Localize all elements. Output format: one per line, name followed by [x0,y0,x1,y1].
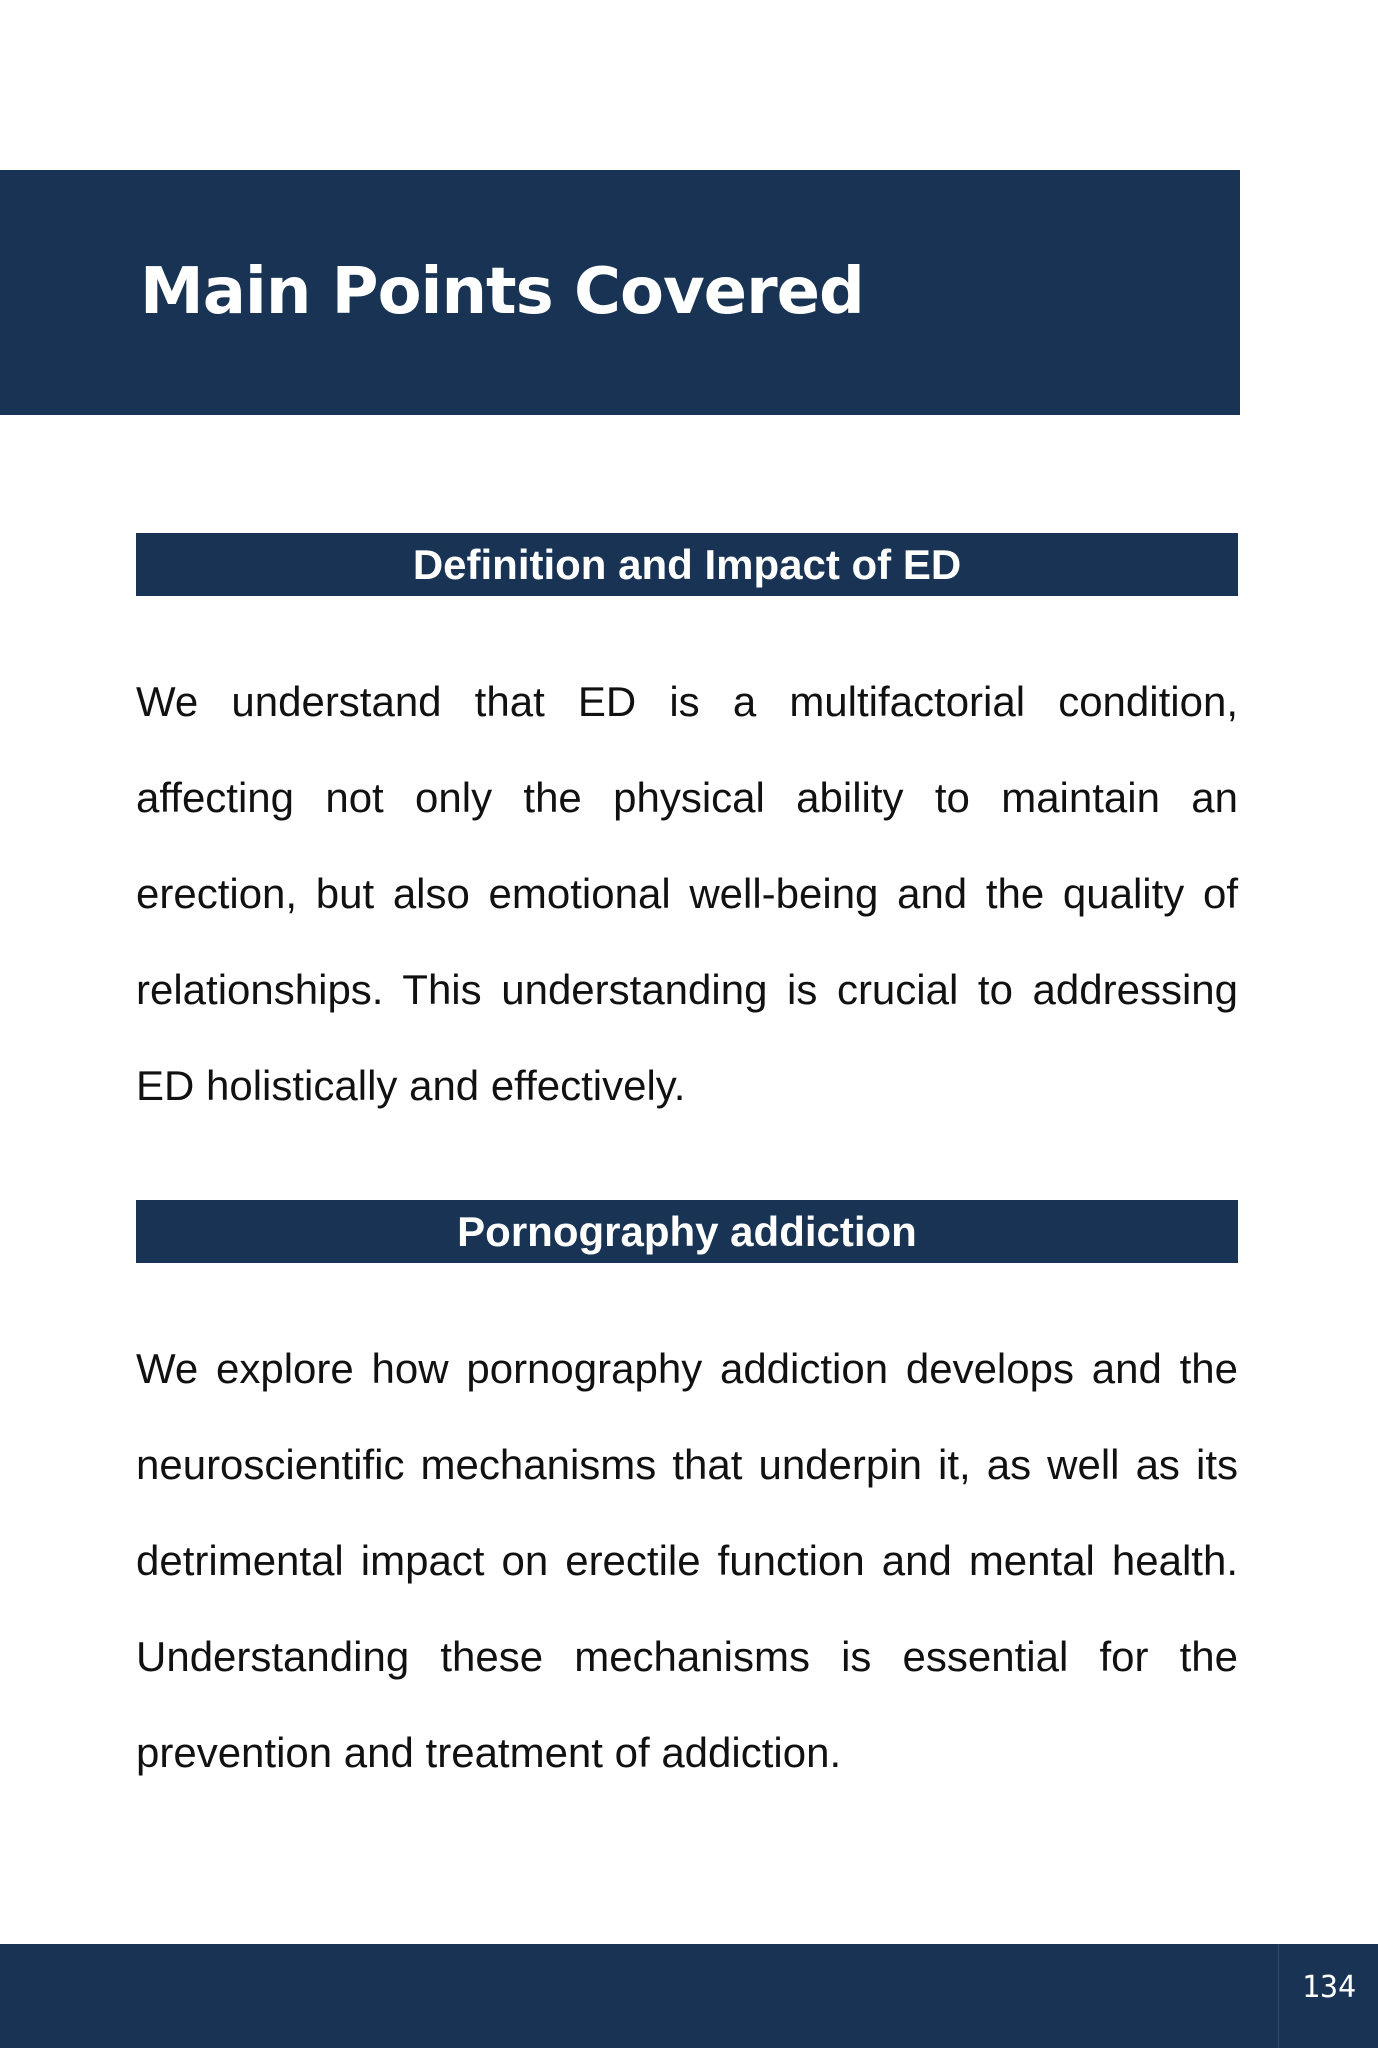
section-body-pornography: We explore how pornography addiction develops and the neuroscientific mechanisms that underpin it, as well as its detrimental impact on erectile function and mental health. Understanding these mechanisms is essential for the prevention and treatment of addiction. [136,1345,1238,1776]
footer-bar [0,1944,1378,2048]
section-body-definition: We understand that ED is a multifactorial condition, affecting not only the physical ability to maintain an erection, but also emotional well-being and the quality of relationships. This understanding is crucial to addressing ED holistically and effectively. [136,678,1238,1109]
page-title: Main Points Covered [140,255,864,329]
section-heading-definition: Definition and Impact of ED [136,533,1238,596]
title-banner [0,170,1240,415]
section-heading-pornography: Pornography addiction [136,1200,1238,1263]
page-number: 134 [1301,1970,1357,2005]
page-number-box [1278,1944,1378,2048]
